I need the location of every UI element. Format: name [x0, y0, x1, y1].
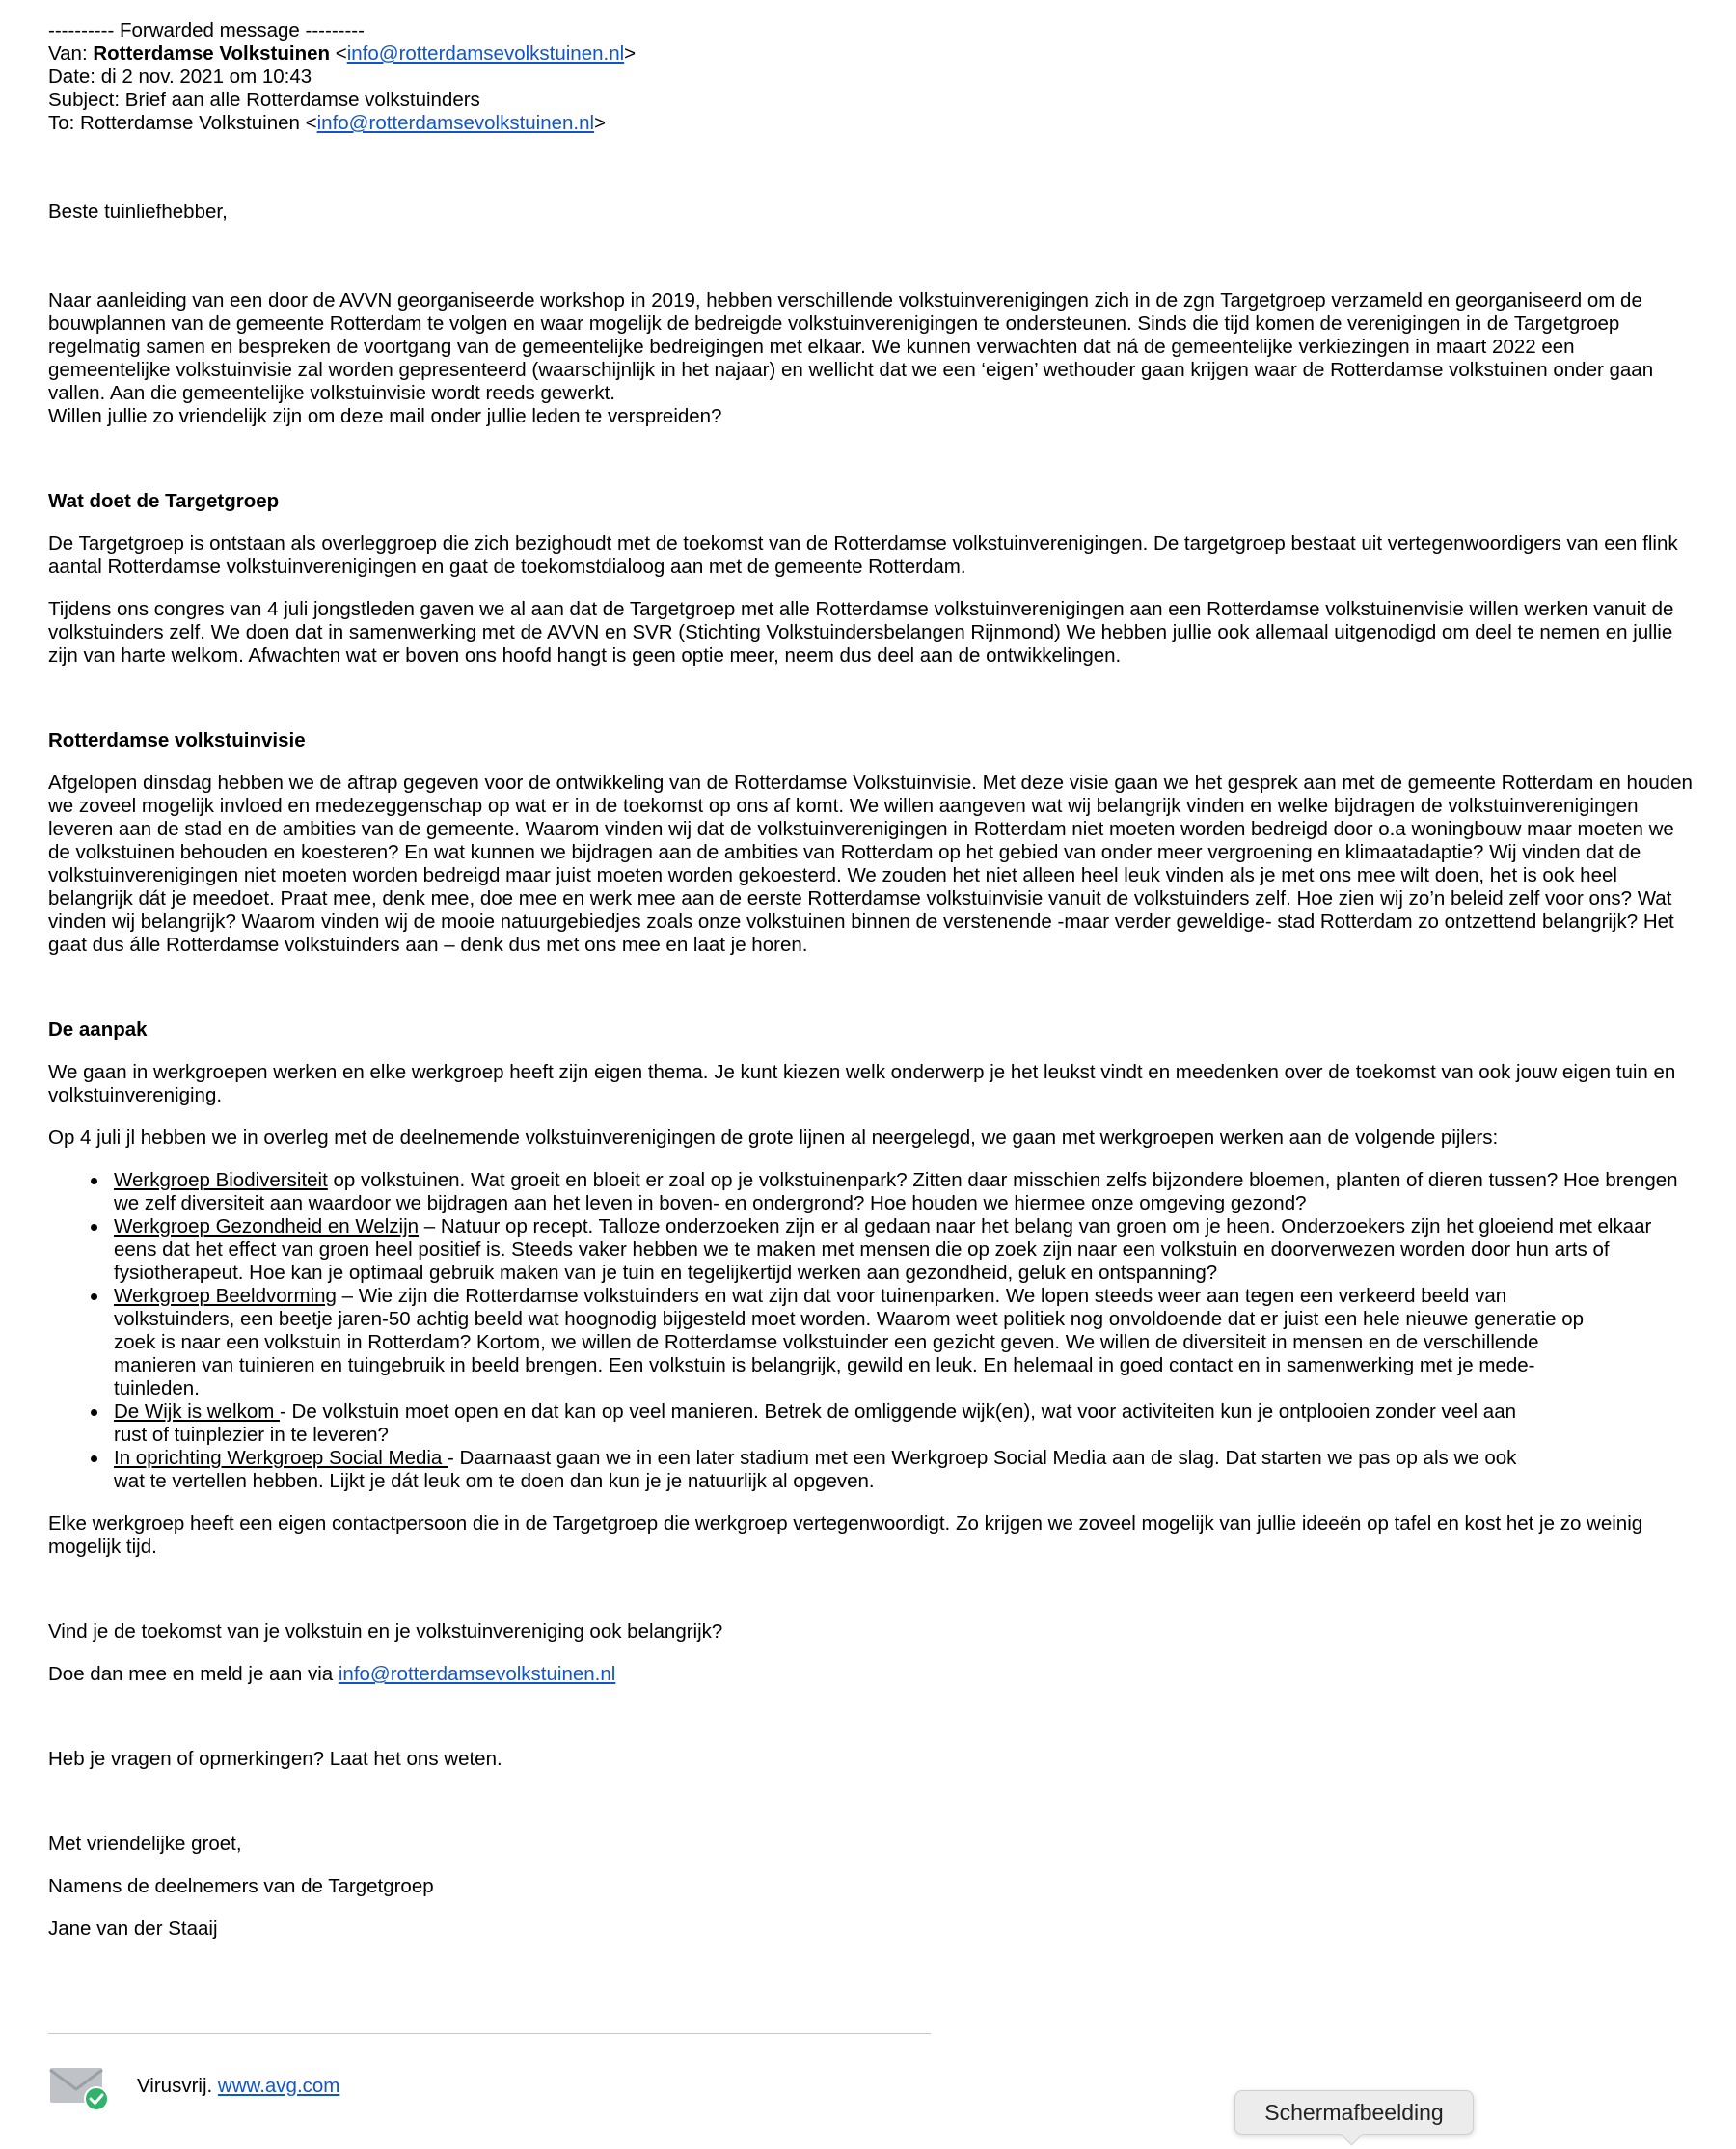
mail-check-icon: [48, 2062, 110, 2110]
text-line: leveren aan de stad en de ambities van de gemeente. Waarom vinden wij dat de volkstuinverenigingen in Rotterdam niet moeten worden bedreigd door o.a woningbouw maar moeten we: [48, 818, 1674, 840]
section-title-aanpak: De aanpak: [48, 1019, 148, 1041]
list-item: Werkgroep Gezondheid en Welzijn – Natuur op recept. Talloze onderzoeken zijn er al gedaan naar het belang van groen om je heen. Onderzoekers zijn het gloeiend met elkaar eens dat het effect van groen heel positief is. Steeds vaker hebben we te maken met mensen die op zoek zijn naar een volkstuin en doorverwezen worden door hun arts of fysiotherapeut. Hoe kan je optimaal gebruik maken van je tuin en tegelijkertijd werken aan gezondheid, geluk en ontspanning?: [114, 1215, 1707, 1285]
from-line: Van: Rotterdamse Volkstuinen <info@rotterdamsevolkstuinen.nl>: [48, 42, 637, 65]
text-line: we zoveel mogelijk invloed en medezeggenschap op wat er in de toekomst op ons af komt. We willen aangeven wat wij belangrijk vinden en welke bijdragen de volkstuinverenigingen: [48, 795, 1639, 817]
tooltip-label: Schermafbeelding: [1264, 2100, 1444, 2125]
author-name: Jane van der Staaij: [48, 1918, 218, 1940]
text-line: mogelijk tijd.: [48, 1536, 157, 1558]
join-email-link[interactable]: info@rotterdamsevolkstuinen.nl: [338, 1663, 616, 1685]
text-line: Tijdens ons congres van 4 juli jongstleden gaven we al aan dat de Targetgroep met alle Rotterdamse volkstuinverenigingen aan een Rotterdamse volkstuinenvisie willen werken vanuit de: [48, 598, 1674, 620]
list-item: Werkgroep Biodiversiteit op volkstuinen. Wat groeit en bloeit er zoal op je volkstuinenpark? Zitten daar misschien zelfs bijzondere bloemen, planten of dieren tussen? Hoe brengen we zelf diversiteit aan waardoor we bijdragen aan het leven in boven- en ondergrond? Hoe houden we hiermee onze omgeving gezond?: [114, 1169, 1707, 1215]
avg-signature: [48, 2062, 339, 2110]
text-line: Naar aanleiding van een door de AVVN georganiseerde workshop in 2019, hebben verschillende volkstuinverenigingen zich in de zgn Targetgroep verzameld en georganiseerd om de: [48, 289, 1642, 312]
to-line: To: Rotterdamse Volkstuinen <info@rotterdamsevolkstuinen.nl>: [48, 112, 607, 134]
text-line: rust of tuinplezier in te leveren?: [114, 1424, 389, 1446]
date-line: Date: di 2 nov. 2021 om 10:43: [48, 66, 312, 88]
text-line: Afgelopen dinsdag hebben we de aftrap gegeven voor de ontwikkeling van de Rotterdamse Volkstuinvisie. Met deze visie gaan we het gesprek aan met de gemeente Rotterdam en houden: [48, 772, 1693, 794]
text-line: regelmatig samen en bespreken de voortgang van de gemeentelijke bedreigingen met elkaar. We kunnen verwachten dat ná de gemeentelijke verkiezingen in maart 2022 een: [48, 336, 1575, 358]
list-item: Werkgroep Beeldvorming – Wie zijn die Rotterdamse volkstuinders en wat zijn dat voor tuinenparken. We lopen steeds weer aan tegen een verkeerd beeld van volkstuinders, een beetje jaren-50 achtig beeld wat hoognodig bijgesteld moet worden. Waarom weet politiek nog onvoldoende dat er juist een hele nieuwe generatie op zoek is naar een volkstuin in Rotterdam? Kortom, we willen de Rotterdamse volkstuinder een gezicht geven. We willen de diversiteit in mensen en de verschillende manieren van tuinieren en tuingebruik in beeld brengen. Een volkstuin is belangrijk, gewild en leuk. En helemaal in goed contact en in samenwerking met je mede- tuinleden.: [114, 1285, 1707, 1401]
aanpak-paragraph-1: [48, 1061, 1707, 1107]
text-line: Willen jullie zo vriendelijk zijn om deze mail onder jullie leden te verspreiden?: [48, 405, 722, 427]
from-name: Rotterdamse Volkstuinen: [93, 42, 331, 65]
text-line: zijn van harte welkom. Afwachten wat er boven ons hoofd hangt is geen optie meer, neem dus deel aan de ontwikkelingen.: [48, 644, 1122, 666]
targetgroep-paragraph-1: [48, 532, 1707, 579]
closing: Met vriendelijke groet,: [48, 1833, 242, 1855]
greeting: Beste tuinliefhebber,: [48, 201, 228, 223]
text-line: volkstuinvereniging.: [48, 1084, 223, 1106]
avg-link[interactable]: www.avg.com: [217, 2075, 340, 2097]
text-line: zoek is naar een volkstuin in Rotterdam? Kortom, we willen de Rotterdamse volkstuinder een gezicht geven. We willen de diversiteit in mensen en de verschillende: [114, 1331, 1539, 1353]
virus-label: Virusvrij.: [137, 2075, 213, 2097]
text-line: eens dat het effect van groen heel positief is. Steeds vaker hebben we te maken met mensen die op zoek zijn naar een volkstuin en doorverwezen worden door hun arts of: [114, 1238, 1610, 1261]
pillar-title: Werkgroep Biodiversiteit: [114, 1169, 328, 1191]
section-title-targetgroep: Wat doet de Targetgroep: [48, 490, 280, 512]
subject-line: Subject: Brief aan alle Rotterdamse volkstuinders: [48, 89, 480, 111]
text-line: volkstuinverenigingen niet moeten worden bedreigd maar juist moeten worden gekoesterd. We zouden het niet alleen heel leuk vinden als je met ons mee wilt doen, het is ook heel: [48, 864, 1617, 886]
list-item: In oprichting Werkgroep Social Media - Daarnaast gaan we in een later stadium met een Werkgroep Social Media aan de slag. Dat starten we pas op als we ook wat te vertellen hebben. Lijkt je dát leuk om te doen dan kun je je natuurlijk al opgeven.: [114, 1447, 1707, 1493]
targetgroep-paragraph-2: [48, 598, 1707, 667]
text-line: Elke werkgroep heeft een eigen contactpersoon die in de Targetgroep die werkgroep vertegenwoordigt. Zo krijgen we zoveel mogelijk van jullie ideeën op tafel en kost het je zo weinig: [48, 1512, 1643, 1535]
text-line: vinden wij belangrijk? Waarom vinden wij de mooie natuurgebiedjes zoals onze volkstuinen binnen de verstenende -maar verder geweldige- stad Rotterdam zo ontzettend belangrijk? Het: [48, 911, 1674, 933]
email-body: [48, 19, 1707, 1941]
text-line: manieren van tuinieren en tuingebruik in beeld brengen. Een volkstuin is belangrijk, gewild en leuk. En helemaal in goed contact en in samenwerking met je mede-: [114, 1354, 1535, 1376]
text-line: de volkstuinen behouden en koesteren? En wat kunnen we bijdragen aan de ambities van Rotterdam op het gebied van onder meer vergroening en klimaatadaptie? Wij vinden dat de: [48, 841, 1641, 863]
behalf-line: Namens de deelnemers van de Targetgroep: [48, 1875, 434, 1897]
text-line: volkstuinders, een beetje jaren-50 achtig beeld wat hoognodig bijgesteld moet worden. Waarom weet politiek nog onvoldoende dat er juist een hele nieuwe generatie op: [114, 1308, 1585, 1330]
text-line: We gaan in werkgroepen werken en elke werkgroep heeft zijn eigen thema. Je kunt kiezen welk onderwerp je het leukst vindt en meedenken over de toekomst van ook jouw eigen tuin en: [48, 1061, 1676, 1083]
aanpak-paragraph-3: [48, 1512, 1707, 1559]
text-line: we zelf diversiteit aan waardoor we bijdragen aan het leven in boven- en ondergrond? Hoe houden we hiermee onze omgeving gezond?: [114, 1192, 1307, 1214]
text-line: bouwplannen van de gemeente Rotterdam te volgen en waar mogelijk de bedreigde volkstuinverenigingen te ondersteunen. Sinds die tijd komen de verenigingen in de Targetgroep: [48, 313, 1620, 335]
text-line: belangrijk dát je meedoet. Praat mee, denk mee, doe mee en werk mee aan de eerste Rotterdamse volkstuinvisie vanuit de volkstuinders zelf. Hoe zien wij zo’n beleid zelf voor ons? Wat: [48, 887, 1672, 910]
text-line: gaat dus álle Rotterdamse volkstuinders aan – denk dus met ons mee en laat je horen.: [48, 934, 808, 956]
forwarded-label: ---------- Forwarded message ---------: [48, 19, 365, 41]
to-email-link[interactable]: info@rotterdamsevolkstuinen.nl: [316, 112, 595, 134]
text-line: wat te vertellen hebben. Lijkt je dát leuk om te doen dan kun je je natuurlijk al opgeven.: [114, 1470, 875, 1492]
text-line: gemeentelijke volkstuinvisie zal worden gepresenteerd (waarschijnlijk in het najaar) en wellicht dat we een ‘eigen’ wethouder gaan krijgen waar de Rotterdamse volkstuinen onder gaan: [48, 359, 1654, 381]
pillar-title: De Wijk is welkom: [114, 1401, 280, 1423]
pillar-title: In oprichting Werkgroep Social Media: [114, 1447, 448, 1469]
text-line: tuinleden.: [114, 1377, 200, 1400]
pillar-list: [48, 1169, 1707, 1493]
text-line: aantal Rotterdamse volkstuinverenigingen en gaat de toekomstdialoog aan met de gemeente Rotterdam.: [48, 556, 966, 578]
text-line: fysiotherapeut. Hoe kan je optimaal gebruik maken van je tuin en tegelijkertijd werken aan gezondheid, geluk en ontspanning?: [114, 1262, 1218, 1284]
from-email-link[interactable]: info@rotterdamsevolkstuinen.nl: [346, 42, 625, 65]
to-label: To: Rotterdamse Volkstuinen: [48, 112, 300, 134]
pillar-title: Werkgroep Beeldvorming: [114, 1285, 337, 1307]
aanpak-paragraph-2: Op 4 juli jl hebben we in overleg met de deelnemende volkstuinverenigingen de grote lijnen al neergelegd, we gaan met werkgroepen werken aan de volgende pijlers:: [48, 1127, 1499, 1149]
signature-divider: [48, 2033, 931, 2034]
forwarded-header: [48, 19, 1707, 135]
list-item: De Wijk is welkom - De volkstuin moet open en dat kan op veel manieren. Betrek de omliggende wijk(en), wat voor activiteiten kun je ontplooien zonder veel aan rust of tuinplezier in te leveren?: [114, 1401, 1707, 1447]
text-line: volkstuinders zelf. We doen dat in samenwerking met de AVVN en SVR (Stichting Volkstuindersbelangen Rijnmond) We hebben jullie ook allemaal uitgenodigd om deel te nemen en jullie: [48, 621, 1673, 643]
volkstuinvisie-paragraph: [48, 772, 1707, 957]
section-title-volkstuinvisie: Rotterdamse volkstuinvisie: [48, 729, 306, 751]
from-label: Van:: [48, 42, 88, 65]
intro-paragraph: [48, 289, 1707, 428]
questions-line: Heb je vragen of opmerkingen? Laat het ons weten.: [48, 1748, 502, 1770]
join-line: Doe dan mee en meld je aan via info@rotterdamsevolkstuinen.nl: [48, 1663, 616, 1685]
question-line: Vind je de toekomst van je volkstuin en je volkstuinvereniging ook belangrijk?: [48, 1620, 723, 1643]
screenshot-tooltip: [1234, 2090, 1474, 2135]
pillar-title: Werkgroep Gezondheid en Welzijn: [114, 1215, 420, 1238]
text-line: De Targetgroep is ontstaan als overleggroep die zich bezighoudt met de toekomst van de Rotterdamse volkstuinverenigingen. De targetgroep bestaat uit vertegenwoordigers van een flink: [48, 532, 1678, 555]
text-line: vallen. Aan die gemeentelijke volkstuinvisie wordt reeds gewerkt.: [48, 382, 615, 404]
